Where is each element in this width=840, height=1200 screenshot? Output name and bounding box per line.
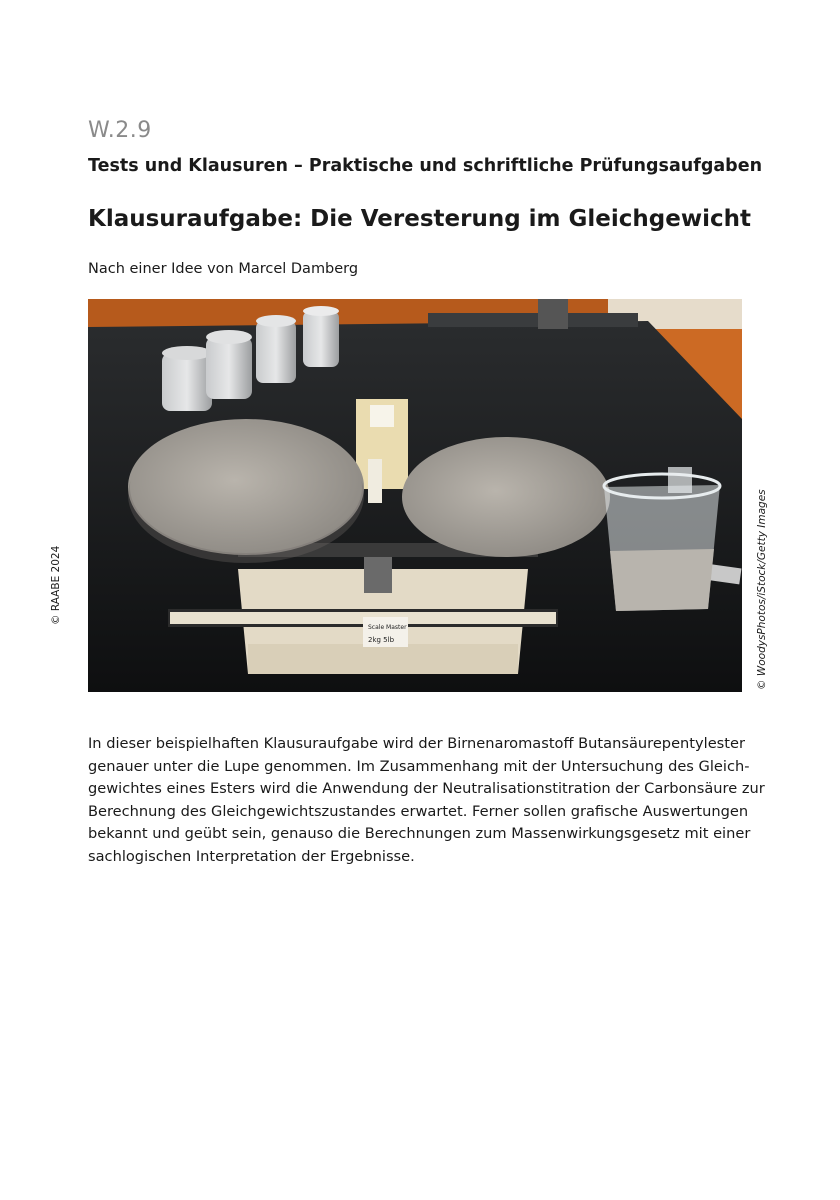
intro-line: sachlogischen Interpretation der Ergebnisse. [88, 847, 415, 865]
intro-line: Berechnung des Gleichgewichtszustandes erwartet. Ferner sollen grafische Auswertungen [88, 802, 749, 820]
intro-paragraph [88, 733, 765, 868]
beaker-with-sample [604, 467, 720, 611]
scale-capacity-label: 2kg 5lb [368, 636, 395, 644]
page-title: Klausuraufgabe: Die Veresterung im Gleichgewicht [88, 206, 751, 232]
copyright-notice: © RAABE 2024 [50, 545, 62, 625]
balance-scale-photo [88, 299, 742, 692]
intro-line: bekannt und geübt sein, genauso die Berechnungen zum Massenwirkungsgesetz mit einer [88, 825, 751, 842]
scale-brand-label: Scale Master [368, 624, 407, 631]
intro-line: gewichtes eines Esters wird die Anwendung der Neutralisationstitration der Carbonsäure zur [88, 780, 765, 797]
series-title: Tests und Klausuren – Praktische und schriftliche Prüfungsaufgaben [88, 156, 763, 176]
module-code: W.2.9 [88, 118, 152, 143]
image-credit: © WoodysPhotos/iStock/Getty Images [756, 489, 768, 690]
intro-line: In dieser beispielhaften Klausuraufgabe wird der Birnenaromastoff Butansäurepentylester [88, 735, 745, 752]
intro-line: genauer unter die Lupe genommen. Im Zusammenhang mit der Untersuchung des Gleich- [88, 757, 750, 775]
author-line: Nach einer Idee von Marcel Damberg [88, 261, 359, 277]
